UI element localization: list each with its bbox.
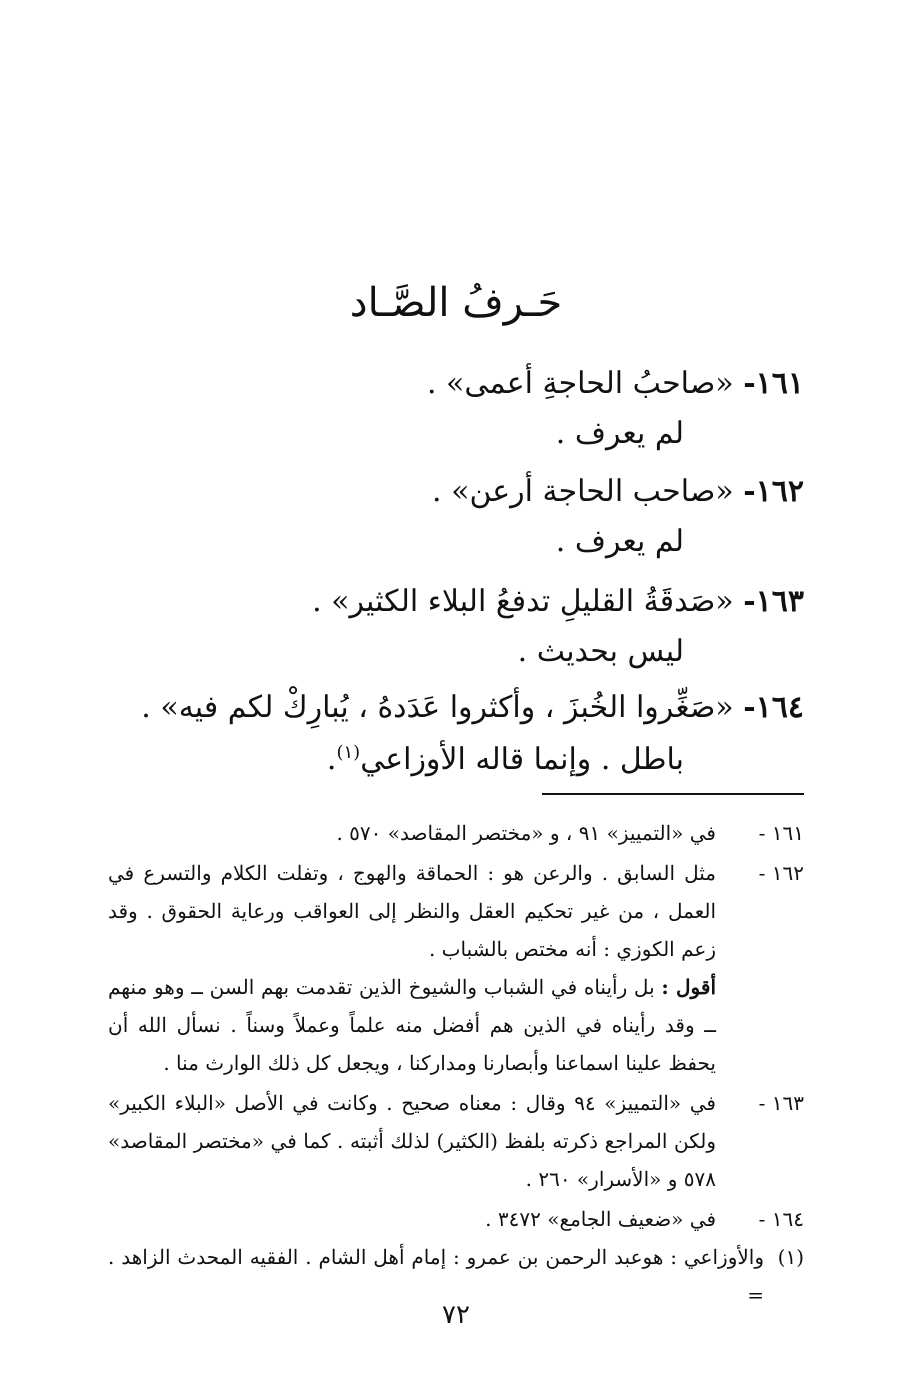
footnote-text: في «ضعيف الجامع» ٣٤٧٢ . [485, 1207, 716, 1231]
footnote-162 [108, 854, 804, 968]
footnote-number: (١) [777, 1245, 804, 1269]
entry-number: ١٦٤- [743, 690, 804, 725]
entry-161-verdict: لم يعرف . [555, 416, 684, 451]
footnote-ref: (١) [336, 742, 361, 763]
entry-162 [124, 470, 804, 514]
footnote-text: والأوزاعي : هوعبد الرحمن بن عمرو : إمام أهل الشام . الفقيه المحدث الزاهد . = [108, 1245, 764, 1307]
entry-164 [124, 686, 804, 730]
footnote-164 [108, 1200, 804, 1238]
footnote-number: ١٦١ - [758, 821, 804, 845]
verdict-text: باطل . وإنما قاله الأوزاعي [360, 742, 684, 777]
entry-number: ١٦٢- [743, 474, 804, 509]
chapter-title: حَـرفُ الصَّـاد [349, 280, 563, 326]
footnote-number: ١٦٤ - [758, 1207, 804, 1231]
comment-text: بل رأيناه في الشباب والشيوخ الذين تقدمت بهم السن ــ وهو منهم ــ وقد رأيناه في الذين هم أفضل منه علماً وعملاً وسناً . نسأل الله أن يحفظ علينا اسماعنا وأبصارنا ومداركنا ، ويجعل كل ذلك الوارث منا . [108, 975, 716, 1075]
footnote-text: في «التمييز» ٩٤ وقال : معناه صحيح . وكانت في الأصل «البلاء الكبير» ولكن المراجع ذكرته بلفظ (الكثير) لذلك أثبته . كما في «مختصر المقاصد» ٥٧٨ و «الأسرار» ٢٦٠ . [108, 1091, 716, 1191]
entry-164-verdict [327, 738, 684, 782]
footnote-number: ١٦٢ - [758, 861, 804, 885]
entry-163-verdict: ليس بحديث . [517, 634, 684, 669]
footnote-162-comment [108, 968, 804, 1082]
entry-text: «صاحبُ الحاجةِ أعمى» . [426, 366, 734, 401]
footnote-text: في «التمييز» ٩١ ، و «مختصر المقاصد» ٥٧٠ . [336, 821, 716, 845]
footnote-separator [542, 793, 804, 795]
entry-number: ١٦١- [743, 366, 804, 401]
comment-label: أقول : [661, 975, 717, 999]
entry-text: «صَدقَةُ القليلِ تدفعُ البلاء الكثير» . [312, 584, 734, 619]
page-number: ٧٢ [442, 1300, 470, 1330]
footnote-163 [108, 1084, 804, 1198]
entry-text: «صاحب الحاجة أرعن» . [432, 474, 734, 509]
verdict-end: . [326, 742, 337, 777]
entry-163 [124, 580, 804, 624]
entry-text: «صَغِّروا الخُبزَ ، وأكثروا عَدَدهُ ، يُبارِكْ لكم فيه» . [141, 690, 734, 725]
footnote-161 [108, 814, 804, 852]
footnote-text: مثل السابق . والرعن هو : الحماقة والهوج ، وتفلت الكلام والتسرع في العمل ، من غير تحكيم العقل والنظر إلى العواقب ورعاية الحقوق . وقد زعم الكوزي : أنه مختص بالشباب . [108, 861, 716, 961]
entry-number: ١٦٣- [743, 584, 804, 619]
entry-161 [124, 362, 804, 406]
entry-162-verdict: لم يعرف . [555, 524, 684, 559]
footnote-number: ١٦٣ - [758, 1091, 804, 1115]
